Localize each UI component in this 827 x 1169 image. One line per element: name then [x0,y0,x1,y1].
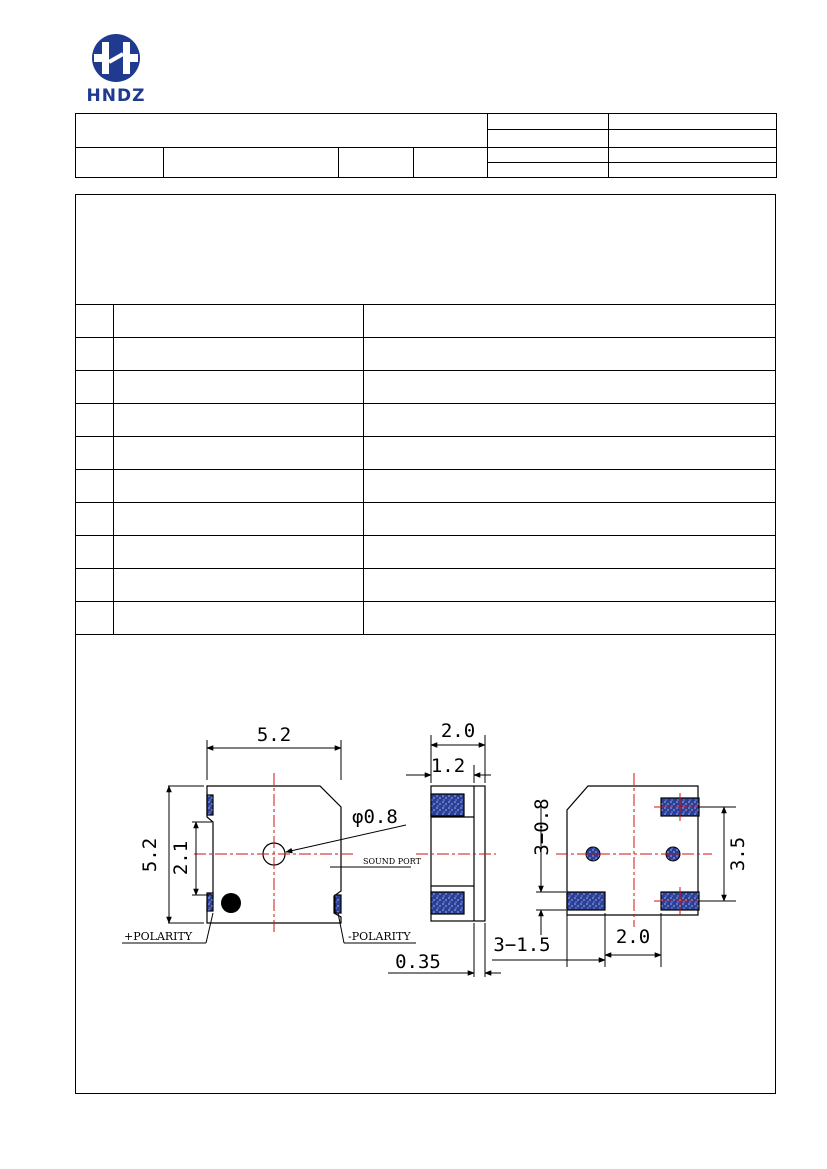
dim-side-width: 2.0 [440,720,476,742]
label-minus-polarity: -POLARITY [348,930,411,943]
front-pad-bottom-left [207,893,213,911]
header-cell [609,114,777,130]
header-cell [414,147,488,177]
side-pad-bottom [431,892,464,914]
company-logo [80,30,152,108]
header-cell [339,147,414,177]
dim-back-pad-gap: 2.0 [615,926,651,948]
dim-top-width: 5.2 [256,724,292,746]
polarity-dot [221,893,241,913]
front-pad-bottom-right [335,895,341,913]
label-plus-polarity: +POLARITY [124,930,193,943]
dim-back-offset: 3−0.8 [531,798,553,856]
dim-hole-diameter: φ0.8 [352,806,398,828]
header-cell [609,130,777,147]
front-pad-top-left [207,795,213,815]
header-cell [488,130,609,147]
label-sound-port: SOUND PORT [363,857,421,866]
header-cell [488,147,609,162]
dimension-drawing [76,195,775,1093]
header-cell [164,147,339,177]
dim-back-pad-width: 3−1.5 [493,934,551,956]
header-cell [609,162,777,177]
logo-text: HNDZ [86,86,146,106]
side-pad-top [431,794,464,816]
dim-back-pad-span: 3.5 [727,836,749,872]
header-cell [488,162,609,177]
back-pad-bottom-left [567,892,605,910]
header-table [75,113,777,178]
dim-side-depth: 1.2 [430,755,466,777]
header-title-cell [76,114,488,148]
logo-mark-icon [80,30,152,86]
header-cell [609,147,777,162]
header-cell [76,147,164,177]
header-cell [488,114,609,130]
dim-terminal-thickness: 0.35 [395,951,441,973]
spec-sheet-body [75,194,776,1094]
dim-pad-span: 2.1 [170,840,192,876]
dim-height: 5.2 [139,837,161,873]
